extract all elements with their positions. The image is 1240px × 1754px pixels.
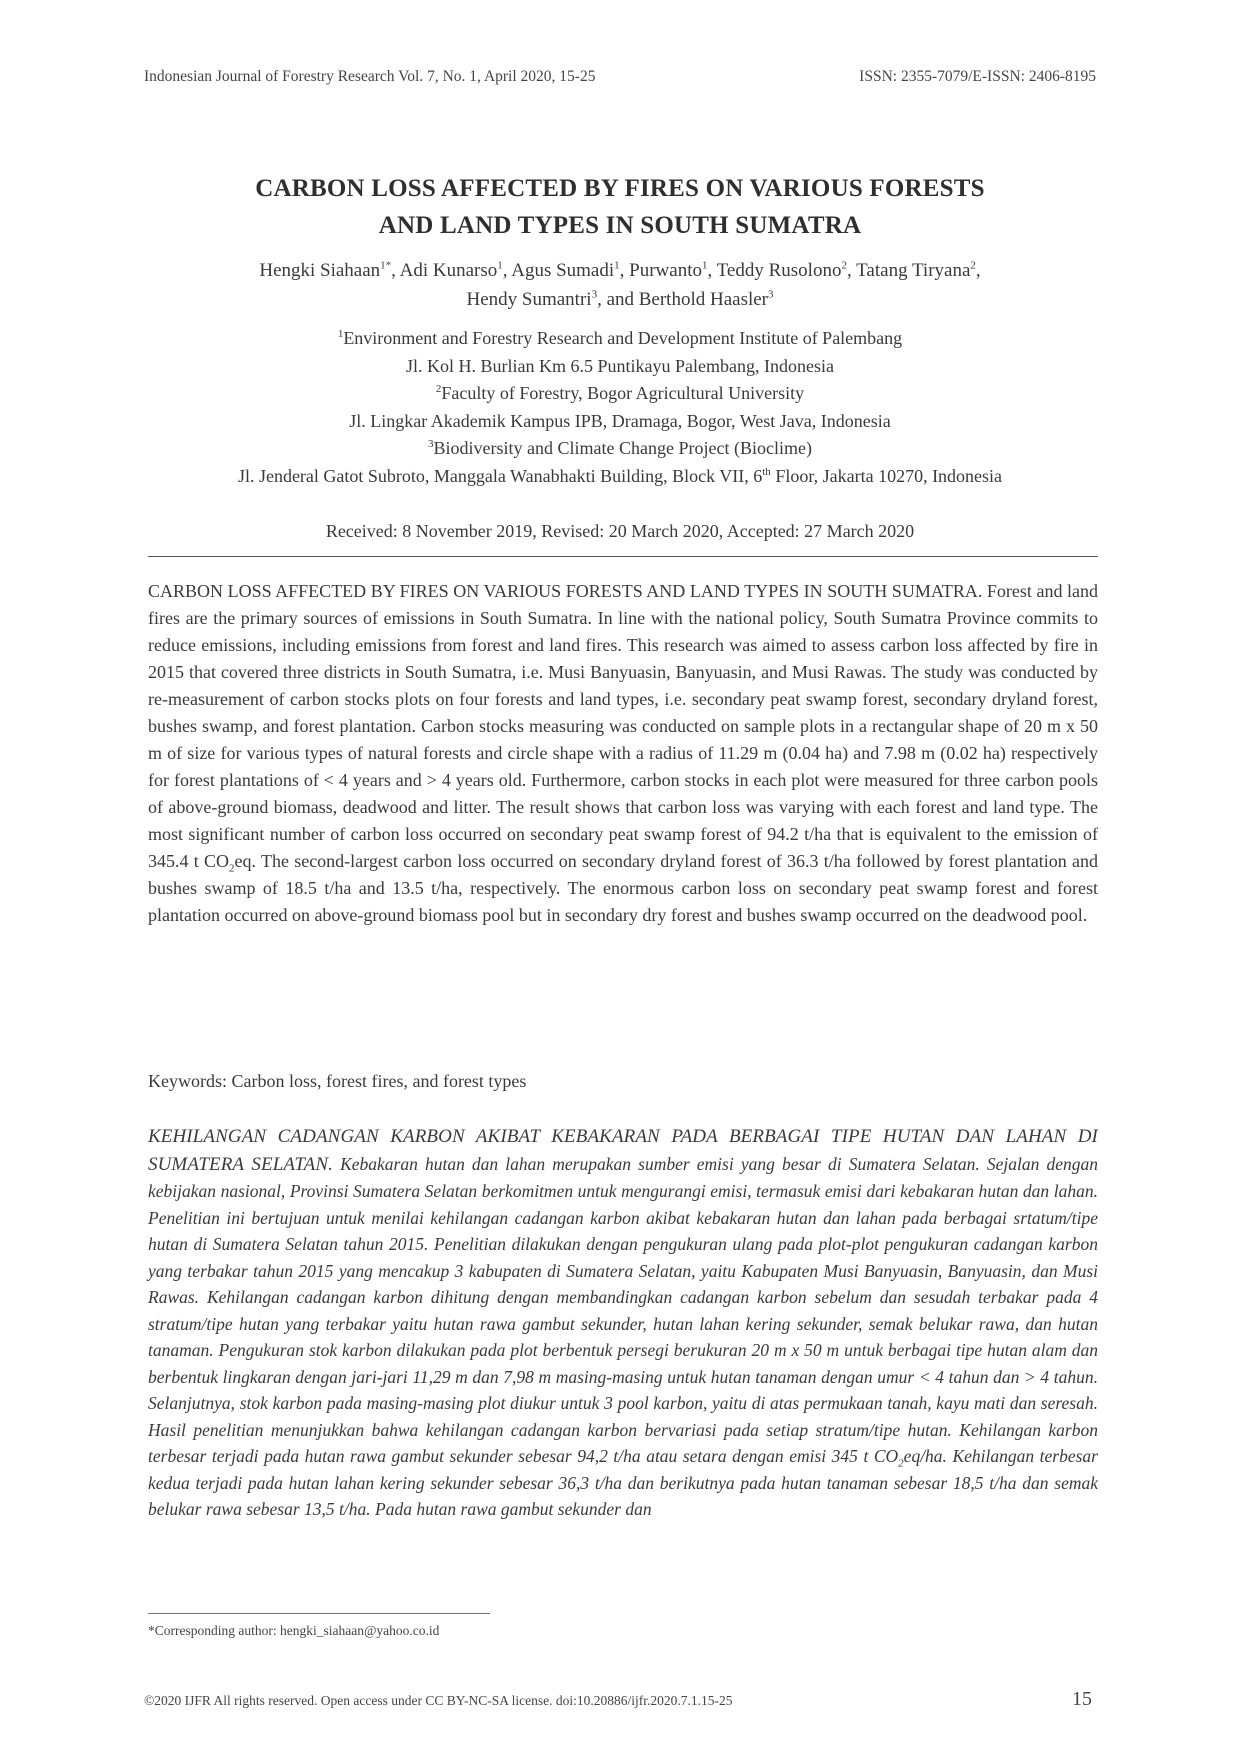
author-affil-mark: 3 xyxy=(768,288,774,301)
abstrak-text: Kebakaran hutan dan lahan merupakan sumber emisi yang besar di Sumatera Selatan. Sejalan dengan kebijakan nasional, Provinsi Sumatera Selatan berkomitmen untuk mengurangi emisi, termasuk emisi dari kebakaran hutan dan lahan. Penelitian ini bertujuan untuk menilai kehilangan cadangan karbon akibat kebakaran hutan dan lahan pada berbagai srtatum/tipe hutan di Sumatera Selatan tahun 2015. Penelitian dilakukan dengan pengukuran ulang pada plot-plot pengukuran cadangan karbon yang terbakar tahun 2015 yang mencakup 3 kabupaten di Sumatera Selatan, yaitu Kabupaten Musi Banyuasin, Banyuasin, dan Musi Rawas. Kehilangan cadangan karbon dihitung dengan membandingkan cadangan karbon sebelum dan sesudah terbakar pada 4 stratum/tipe hutan yang terbakar yaitu hutan rawa gambut sekunder, hutan lahan kering sekunder, semak belukar rawa, dan hutan tanaman. Pengukuran stok karbon dilakukan pada plot berbentuk persegi berukuran 20 m x 50 m untuk berbagai tipe hutan alam dan berbentuk lingkaran dengan jari-jari 11,29 m dan 7,98 m masing-masing untuk hutan tanaman dengan umur < 4 tahun dan > 4 tahun. Selanjutnya, stok karbon pada masing-masing plot diukur untuk 3 pool karbon, yaitu di atas permukaan tanah, kayu mati dan seresah. Hasil penelitian menunjukkan bahwa kehilangan cadangan karbon bervariasi pada setiap stratum/tipe hutan. Kehilangan karbon terbesar terjadi pada hutan rawa gambut sekunder sebesar 94,2 t/ha atau setara dengan emisi 345 t CO xyxy=(148,1153,1098,1466)
title-line-1: CARBON LOSS AFFECTED BY FIRES ON VARIOUS FORESTS xyxy=(255,175,985,202)
abstract-english xyxy=(148,578,1098,929)
affil-text: Biodiversity and Climate Change Project (Bioclime) xyxy=(433,438,812,458)
affiliation-line: Jl. Kol H. Burlian Km 6.5 Puntikayu Palembang, Indonesia xyxy=(406,355,834,376)
copyright-notice: ©2020 IJFR All rights reserved. Open access under CC BY-NC-SA license. doi:10.20886/ijfr.2020.7.1.15-25 xyxy=(144,1693,733,1708)
author-affil-mark: 1 xyxy=(701,259,708,272)
keywords: Keywords: Carbon loss, forest fires, and forest types xyxy=(148,1071,527,1091)
affiliation-line: Jl. Lingkar Akademik Kampus IPB, Dramaga, Bogor, West Java, Indonesia xyxy=(349,410,891,431)
corresponding-author-footnote: *Corresponding author: hengki_siahaan@yahoo.co.id xyxy=(148,1623,440,1638)
footnote-divider xyxy=(148,1613,490,1614)
subscript: 2 xyxy=(898,1457,904,1470)
author: Purwanto xyxy=(629,260,702,281)
issn: ISSN: 2355-7079/E-ISSN: 2406-8195 xyxy=(859,68,1096,85)
author-affil-mark: 3 xyxy=(591,288,598,301)
journal-citation: Indonesian Journal of Forestry Research Vol. 7, No. 1, April 2020, 15-25 xyxy=(144,68,596,85)
author: Teddy Rusolono xyxy=(716,260,842,281)
affil-mark: 3 xyxy=(428,438,434,450)
abstrak-text: eq/ha. Kehilangan terbesar kedua terjadi pada hutan lahan kering sekunder sebesar 36,3 t/ha dan berikutnya pada hutan tanaman sebesar 18,5 t/ha dan semak belukar rawa sebesar 13,5 t/ha. Pada hutan rawa gambut sekunder dan xyxy=(148,1446,1098,1519)
author: Hengki Siahaan xyxy=(259,260,381,281)
author-list: Hengki Siahaan$^{1*}$, Adi Kunarso$^1$, Agus Sumadi$^1$, Purwanto$^1$, Teddy Rusolono$^2$, Tatang Tiryana$^2$, Hendy Sumantri$^3$, and Berthold Haasler$^3$ xyxy=(259,259,981,310)
author-affil-mark: 1 xyxy=(614,259,620,272)
ordinal-suffix: th xyxy=(762,465,771,478)
author-affil-mark: 1* xyxy=(380,259,392,272)
affil-mark: 1 xyxy=(337,328,344,340)
affil-text: Environment and Forestry Research and Development Institute of Palembang xyxy=(343,328,903,348)
affil-text: Floor, Jakarta 10270, Indonesia xyxy=(770,465,1003,486)
affil-text: Jl. Jenderal Gatot Subroto, Manggala Wanabhakti Building, Block VII, 6 xyxy=(237,465,763,486)
divider xyxy=(148,556,1098,557)
affiliation-line xyxy=(120,325,1120,353)
author: Berthold Haasler xyxy=(638,289,769,310)
author: Agus Sumadi xyxy=(511,260,615,281)
affiliation-line xyxy=(120,380,1120,408)
author: Hendy Sumantri xyxy=(466,289,592,310)
running-header xyxy=(144,68,1096,90)
author-conjunction: and xyxy=(606,289,634,310)
paper-title xyxy=(150,170,1090,244)
affil-mark: 2 xyxy=(435,383,442,395)
abstrak-title: KEHILANGAN CADANGAN KARBON AKIBAT KEBAKARAN PADA BERBAGAI TIPE HUTAN DAN LAHAN DI SUMATERA SELATAN. xyxy=(148,1126,1098,1175)
affil-text: Faculty of Forestry, Bogor Agricultural University xyxy=(441,383,805,403)
subscript: 2 xyxy=(229,862,235,875)
abstract-text: CARBON LOSS AFFECTED BY FIRES ON VARIOUS FORESTS AND LAND TYPES IN SOUTH SUMATRA. Forest and land fires are the primary sources of emissions in South Sumatra. In line with the national policy, South Sumatra Province commits to reduce emissions, including emissions from forest and land fires. This research was aimed to assess carbon loss affected by fire in 2015 that covered three districts in South Sumatra, i.e. Musi Banyuasin, Banyuasin, and Musi Rawas. The study was conducted by re-measurement of carbon stocks plots on four forests and land types, i.e. secondary peat swamp forest, secondary dryland forest, bushes swamp, and forest plantation. Carbon stocks measuring was conducted on sample plots in a rectangular shape of 20 m x 50 m of size for various types of natural forests and circle shape with a radius of 11.29 m (0.04 ha) and 7.98 m (0.02 ha) respectively for forest plantations of < 4 years and > 4 years old. Furthermore, carbon stocks in each plot were measured for three carbon pools of above-ground biomass, deadwood and litter. The result shows that carbon loss was varying with each forest and land type. The most significant number of carbon loss occurred on secondary peat swamp forest of 94.2 t/ha that is equivalent to the emission of 345.4 t CO xyxy=(148,581,1098,871)
abstract-text: eq. The second-largest carbon loss occurred on secondary dryland forest of 36.3 t/ha followed by forest plantation and bushes swamp of 18.5 t/ha and 13.5 t/ha, respectively. The enormous carbon loss on secondary peat swamp forest and forest plantation occurred on above-ground biomass pool but in secondary dry forest and bushes swamp occurred on the deadwood pool. xyxy=(148,851,1098,925)
author: Tatang Tiryana xyxy=(856,260,971,281)
affiliation-line xyxy=(120,435,1120,463)
submission-dates: Received: 8 November 2019, Revised: 20 March 2020, Accepted: 27 March 2020 xyxy=(325,521,915,541)
author: Adi Kunarso xyxy=(399,260,498,281)
title-line-2: AND LAND TYPES IN SOUTH SUMATRA xyxy=(378,212,862,239)
affiliations xyxy=(120,325,1120,490)
affiliation-line xyxy=(120,463,1120,491)
author-affil-mark: 2 xyxy=(841,259,847,272)
author-affil-mark: 2 xyxy=(970,259,976,272)
abstract-indonesian xyxy=(148,1123,1098,1523)
page-number: 15 xyxy=(1072,1688,1092,1710)
author-affil-mark: 1 xyxy=(497,259,503,272)
